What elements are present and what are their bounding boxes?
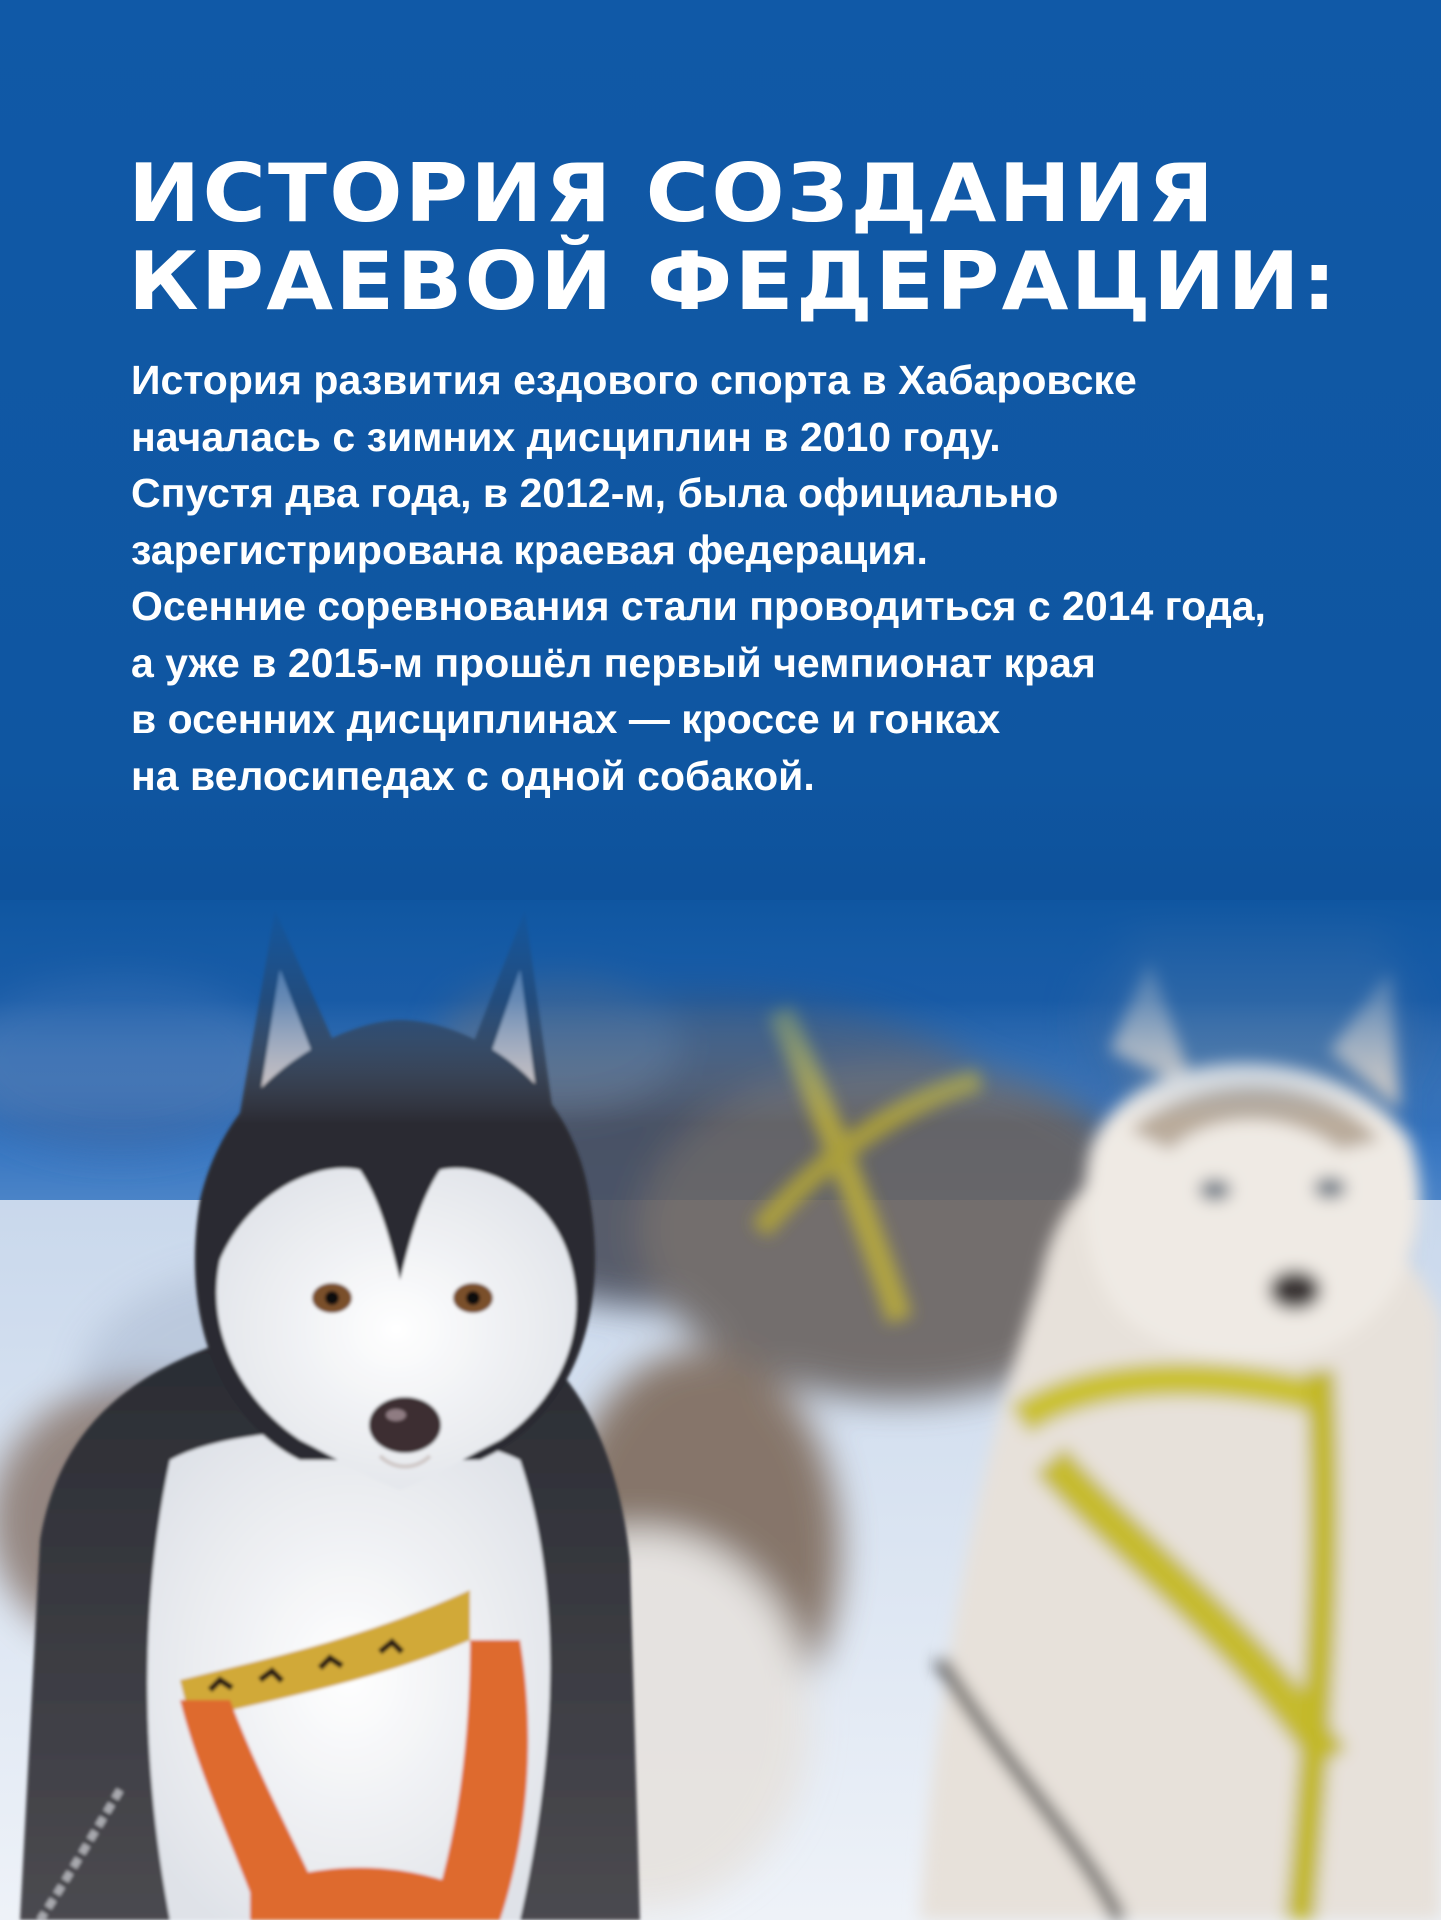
history-paragraph <box>131 352 1351 804</box>
paragraph-line: на велосипедах с одной собакой. <box>131 752 815 799</box>
paragraph-line: История развития ездового спорта в Хабаровске <box>131 357 1137 403</box>
title-line-2: КРАЕВОЙ ФЕДЕРАЦИИ: <box>128 235 1339 328</box>
page-title <box>128 147 1424 328</box>
paragraph-line: а уже в 2015-м прошёл первый чемпионат края <box>131 639 1096 686</box>
title-line-1: ИСТОРИЯ СОЗДАНИЯ <box>128 147 1217 240</box>
paragraph-line: Спустя два года, в 2012-м, была официально <box>131 470 1059 516</box>
paragraph-line: в осенних дисциплинах — кроссе и гонках <box>131 696 1001 742</box>
paragraph-line: Осенние соревнования стали проводиться с 2014 года, <box>131 583 1266 629</box>
sled-dogs-photo <box>0 900 1441 1920</box>
paragraph-line: зарегистрирована краевая федерация. <box>131 526 928 573</box>
paragraph-line: началась с зимних дисциплин в 2010 году. <box>131 413 1001 460</box>
